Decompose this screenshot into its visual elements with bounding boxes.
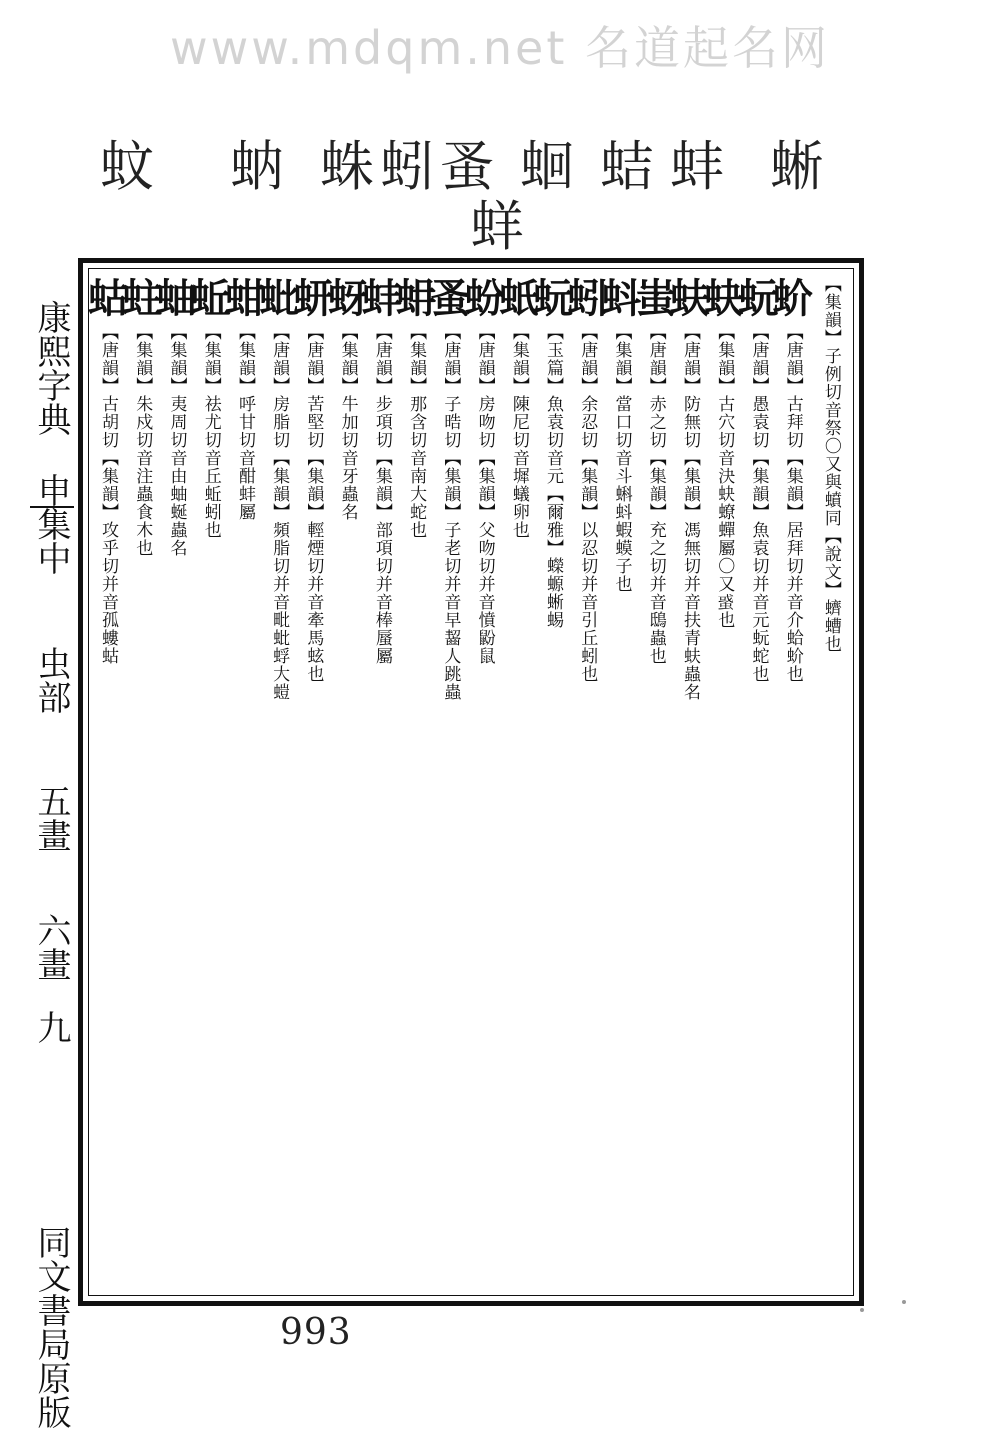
- dictionary-columns: [88, 275, 847, 1289]
- entry-definition: 【唐韻】愚袁切【集韻】魚袁切并音元蚖蛇也: [748, 323, 769, 683]
- entry-headword: 蛀: [122, 275, 164, 322]
- seal-script-row: [90, 130, 910, 260]
- book-title: 康熙字典: [31, 300, 71, 436]
- entry-headword: 蚤: [430, 275, 472, 322]
- page-number: 993: [280, 1312, 352, 1353]
- seal-glyph: 蜥: [770, 135, 824, 198]
- entry-headword: 蚩: [635, 275, 677, 322]
- dictionary-column: [772, 275, 814, 1289]
- entry-definition: 【集韻】朱戍切音注蟲食木也: [132, 323, 153, 557]
- entry-headword: 蚔: [498, 275, 540, 322]
- entry-definition: 【唐韻】余忍切【集韻】以忍切并音引丘蚓也: [577, 323, 598, 683]
- print-speck: [860, 1308, 864, 1312]
- volume-label: 九: [31, 1010, 71, 1045]
- entry-definition: 【集韻】子例切音祭〇又與蟦同【說文】蠐螬也: [820, 275, 841, 653]
- entry-definition: 【唐韻】子晧切【集韻】子老切并音早齧人跳蟲: [440, 323, 461, 701]
- seal-glyph: 蛘: [470, 195, 524, 258]
- entry-headword: 蚰: [156, 275, 198, 322]
- entry-definition: 【集韻】當口切音斗蝌蚪蝦蟆子也: [611, 323, 632, 593]
- publisher-label: 同文書局原版: [31, 1224, 71, 1429]
- entry-headword: 蚜: [327, 275, 369, 322]
- entry-headword: 蚶: [224, 275, 266, 322]
- text-frame: [78, 258, 864, 1306]
- watermark: www.mdqm.net 名道起名网: [169, 21, 831, 75]
- stroke-label: 五畫: [31, 784, 71, 853]
- seal-glyph: 蛛: [320, 135, 374, 198]
- entry-headword: 蚖: [738, 275, 780, 322]
- entry-headword: 蚧: [772, 275, 814, 322]
- entry-definition: 【集韻】陳尼切音墀蟻卵也: [508, 323, 529, 539]
- seal-glyph: 蚌: [670, 135, 724, 198]
- entry-headword: 蚨: [669, 275, 711, 322]
- entry-headword: 蚈: [293, 275, 335, 322]
- entry-definition: 【集韻】古穴切音決蚗蟟蟬屬〇又𧌒也: [714, 323, 735, 629]
- entry-headword: 蚌: [361, 275, 403, 322]
- dictionary-column: [814, 275, 847, 1289]
- entry-definition: 【唐韻】步項切【集韻】部項切并音棒蜃屬: [371, 323, 392, 665]
- entry-definition: 【唐韻】古胡切【集韻】攻乎切并音孤螻蛄: [98, 323, 118, 665]
- seal-glyph: 蛣: [600, 135, 654, 198]
- seal-glyph: 蛔: [520, 135, 574, 198]
- entry-headword: 蚦: [396, 275, 438, 322]
- entry-definition: 【唐韻】防無切【集韻】馮無切并音扶青蚨蟲名: [679, 323, 700, 701]
- entry-definition: 【集韻】牛加切音牙蟲名: [337, 323, 358, 521]
- text-frame-inner: [88, 268, 854, 1296]
- entry-definition: 【唐韻】赤之切【集韻】充之切并音鴟蟲也: [645, 323, 666, 665]
- entry-headword: 蚖: [533, 275, 575, 322]
- stroke-label: 六畫: [31, 913, 71, 982]
- entry-definition: 【唐韻】房脂切【集韻】頻脂切并音毗蚍蜉大螘: [269, 323, 290, 701]
- entry-definition: 【玉篇】魚袁切音元【爾雅】蠑螈蜥蜴: [543, 323, 564, 629]
- entry-definition: 【集韻】祛尤切音丘蚯蚓也: [200, 323, 221, 539]
- seal-glyph: 蚋: [230, 135, 284, 198]
- entry-definition: 【唐韻】房吻切【集韻】父吻切并音憤鼢鼠: [474, 323, 495, 665]
- entry-definition: 【集韻】呼甘切音酣蚌屬: [234, 323, 255, 521]
- entry-headword: 蚓: [567, 275, 609, 322]
- entry-definition: 【集韻】夷周切音由蚰蜒蟲名: [166, 323, 187, 557]
- entry-definition: 【唐韻】古拜切【集韻】居拜切并音介蛤蚧也: [782, 323, 803, 683]
- radical-label: 虫部: [31, 645, 71, 714]
- entry-definition: 【唐韻】苦堅切【集韻】輕煙切并音牽馬蚿也: [303, 323, 324, 683]
- header-divider: [30, 506, 74, 508]
- entry-headword: 蚍: [259, 275, 301, 322]
- print-speck: [902, 1300, 906, 1304]
- entry-headword: 蛄: [88, 275, 129, 322]
- seal-glyph: 蚤: [440, 135, 494, 198]
- entry-headword: 蚡: [464, 275, 506, 322]
- collection-label: 申集中: [31, 472, 71, 575]
- running-header: [28, 300, 74, 1429]
- entry-headword: 蚪: [601, 275, 643, 322]
- entry-headword: 蚗: [704, 275, 746, 322]
- seal-glyph: 蚊: [100, 135, 154, 198]
- entry-definition: 【集韻】那含切音南大蛇也: [406, 323, 427, 539]
- entry-headword: 蚯: [190, 275, 232, 322]
- seal-glyph: 蚓: [380, 135, 434, 198]
